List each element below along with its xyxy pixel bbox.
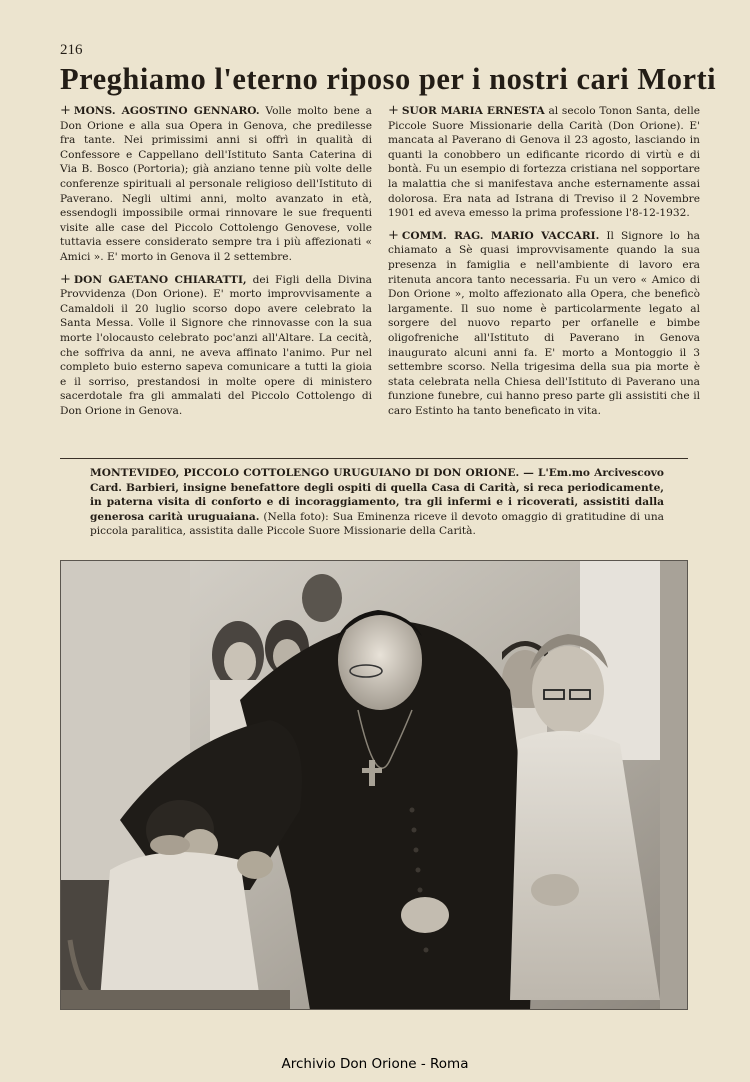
photo-caption <box>90 466 664 539</box>
photograph <box>60 560 688 1010</box>
page-number: 216 <box>60 42 83 58</box>
cross-icon: + <box>60 271 71 287</box>
cross-icon: + <box>388 227 399 243</box>
right-column <box>388 104 700 426</box>
obituary-name: MONS. AGOSTINO GENNARO. <box>73 105 260 117</box>
caption-body: (Nella foto): Sua Eminenza riceve il devoto omaggio di gratitudine di una piccola paralitica, assistita dalle Piccole Suore Missionarie della Carità. <box>90 510 664 538</box>
obituary-entry <box>60 104 372 265</box>
cross-icon: + <box>388 103 399 118</box>
archive-footer: Archivio Don Orione - Roma <box>281 1056 469 1072</box>
obituary-text: Il Signore lo ha chiamato a Sè quasi improvvisamente quando la sua presenza in famiglia e nell'ambiente di lavoro era ritenuta ancora tanto necessaria. Fu un vero « Amico di Don Orione », molto affezionato alla Opera, che beneficò largamente. Il suo nome è particolarmente legato al sorgere del nuovo reparto per orfanelle e bimbe oligofreniche all'Istituto di Paverano in Genova inaugurato alcuni anni fa. E' morto a Montoggio il 3 settembre scorso. Nella trigesima della sua pia morte è stata celebrata nella Chiesa dell'Istituto di Paverano una funzione funebre, cui hanno preso parte gli assistiti che il caro Estinto ha tanto beneficato in vita. <box>388 229 700 417</box>
obituary-text: al secolo Tonon Santa, delle Piccole Suore Missionarie della Carità (Don Orione). E' mancata al Paverano di Genova il 23 agosto, lasciando in quanti la conobbero un edificante ricordo di virtù e di bontà. Fu un esempio di fortezza cristiana nel sopportare la malattia che si manifestava anche esternamente assai dolorosa. Era nata ad Istrana di Treviso il 2 Novembre 1901 ed aveva emesso la prima professione l'8-12-1932. <box>388 105 700 220</box>
left-column <box>60 104 372 426</box>
obituary-text: dei Figli della Divina Provvidenza (Don Orione). E' morto improvvisamente a Camaldoli il 20 luglio scorso dopo avere celebrato la Santa Messa. Volle il Signore che rinnovasse con la sua morte l'olocausto celebrato poc'anzi all'Altare. La cecità, che soffriva da anni, ne aveva affinato l'animo. Pur nel completo buio esterno sapeva comunicare a tutti la gioia e il sorriso, prestandosi in molte opere di ministero sacerdotale fra gli ammalati del Piccolo Cottolengo di Don Orione in Genova. <box>60 273 373 417</box>
caption-heading: MONTEVIDEO, PICCOLO COTTOLENGO URUGUIANO DI DON ORIONE. — L'Em.mo Arcivescovo Card. Barbieri, insigne benefattore degli ospiti di quella Casa di Carità, si reca periodicamente, in paterna visita di conforto e di incoraggiamento, tra gli infermi e i ricoverati, assistiti dalla generosa carità uruguaiana. <box>90 467 664 523</box>
page-title: Preghiamo l'eterno riposo per i nostri cari Morti <box>60 62 717 96</box>
obituary-name: DON GAETANO CHIARATTI, <box>73 273 247 286</box>
section-divider <box>60 458 688 459</box>
obituary-name: COMM. RAG. MARIO VACCARI. <box>401 229 600 242</box>
cross-icon: + <box>60 103 71 118</box>
obituary-entry <box>60 273 372 419</box>
obituary-text: Volle molto bene a Don Orione e alla sua Opera in Genova, che predilesse fra tante. Nei primissimi anni si offrì in qualità di Confessore e Cappellano dell'Istituto Santa Caterina di Via B. Bosco (Portoria); già anziano tenne più volte delle conferenze spirituali al personale religioso dell'Istituto di Paverano. Negli ultimi anni, molto avanzato in età, essendogli impossibile ormai rinnovare le sue frequenti visite alle case del Piccolo Cottolengo Genovese, volle tuttavia essere considerato sempre tra i più affezionati « Amici ». E' morto in Genova il 2 settembre. <box>60 105 372 263</box>
obituary-name: SUOR MARIA ERNESTA <box>401 105 545 117</box>
obituary-entry <box>388 229 700 419</box>
obituary-entry <box>388 104 700 221</box>
